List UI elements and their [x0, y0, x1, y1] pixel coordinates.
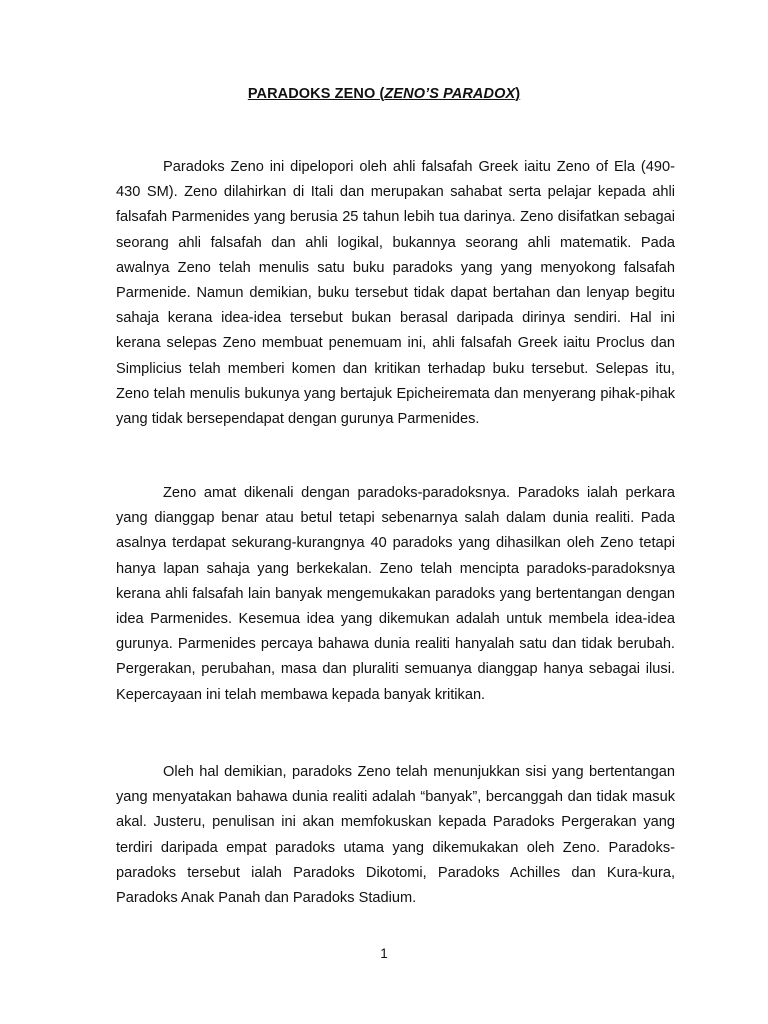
paragraph-1: Paradoks Zeno ini dipelopori oleh ahli falsafah Greek iaitu Zeno of Ela (490-430 SM). Zeno dilahirkan di Itali dan merupakan sahabat serta pelajar kepada ahli falsafah Parmenides yang berusia 25 tahun lebih tua darinya. Zeno disifatkan sebagai seorang ahli falsafah dan ahli logikal, bukannya seorang ahli matematik. Pada awalnya Zeno telah menulis satu buku paradoks yang yang menyokong falsafah Parmenide. Namun demikian, buku tersebut tidak dapat bertahan dan lenyap begitu sahaja kerana idea-idea tersebut bukan berasal daripada dirinya sendiri. Hal ini kerana selepas Zeno membuat penemuam ini, ahli falsafah Greek iaitu Proclus dan Simplicius telah memberi komen dan kritikan terhadap buku tersebut. Selepas itu, Zeno telah menulis bukunya yang bertajuk Epicheiremata dan menyerang pihak-pihak yang tidak bersependapat dengan gurunya Parmenides. — [116, 159, 675, 428]
page-number: 1 — [380, 946, 388, 961]
paragraph-3: Oleh hal demikian, paradoks Zeno telah menunjukkan sisi yang bertentangan yang menyatakan bahawa dunia realiti adalah “banyak”, bercanggah dan tidak masuk akal. Justeru, penulisan ini akan memfokuskan kepada Paradoks Pergerakan yang terdiri daripada empat paradoks utama yang dikemukakan oleh Zeno. Paradoks-paradoks tersebut ialah Paradoks Dikotomi, Paradoks Achilles dan Kura-kura, Paradoks Anak Panah dan Paradoks Stadium. — [116, 764, 675, 907]
title-text-italic: ZENO’S PARADOX — [384, 86, 516, 102]
title-text-end: ) — [515, 86, 521, 102]
title-text-start: PARADOKS ZENO ( — [247, 86, 385, 102]
document-title — [0, 86, 768, 102]
paragraph-2: Zeno amat dikenali dengan paradoks-paradoksnya. Paradoks ialah perkara yang dianggap benar atau betul tetapi sebenarnya salah dalam dunia realiti. Pada asalnya terdapat sekurang-kurangnya 40 paradoks yang dihasilkan oleh Zeno tetapi hanya lapan sahaja yang berkekalan. Zeno telah mencipta paradoks-paradoksnya kerana ahli falsafah lain banyak mengemukakan paradoks yang bertentangan dengan idea Parmenides. Kesemua idea yang dikemukan adalah untuk membela idea-idea gurunya. Parmenides percaya bahawa dunia realiti hanyalah satu dan tidak berubah. Pergerakan, perubahan, masa dan pluraliti semuanya dianggap hanya sebagai ilusi. Kepercayaan ini telah membawa kepada banyak kritikan. — [116, 485, 675, 703]
